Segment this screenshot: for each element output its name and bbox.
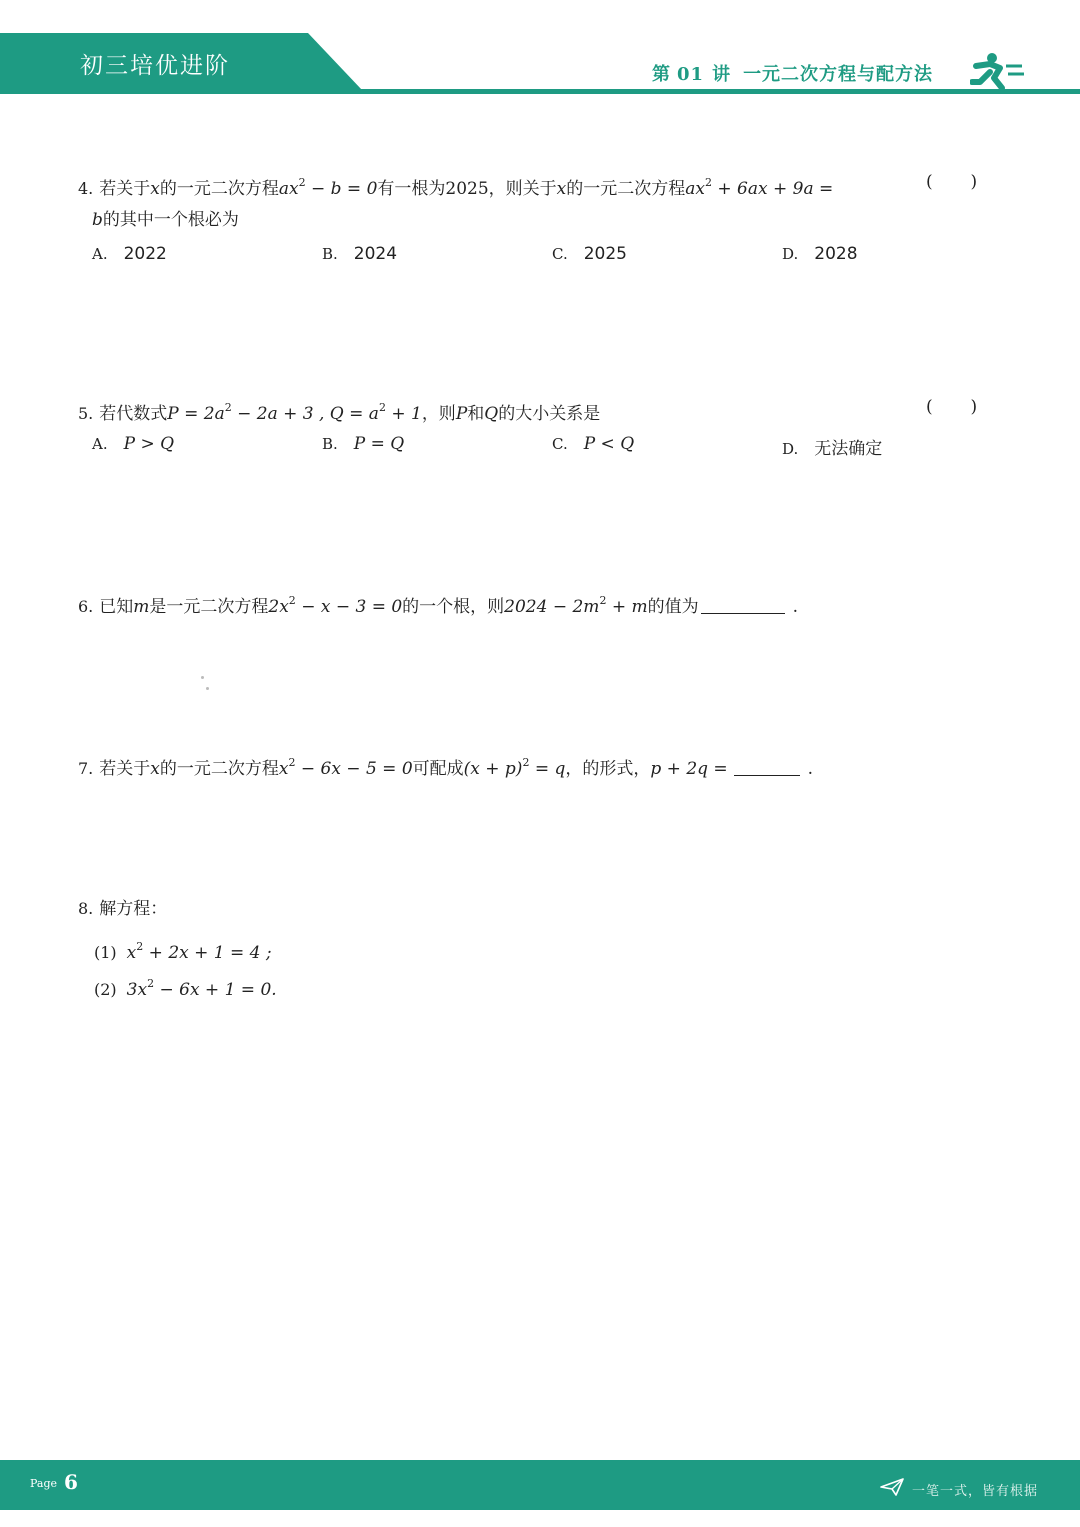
question-4: 4. 若关于x的一元二次方程$ax^2 - b = 0$有一根为2025，则关于x的一元二次方程$ax^2 + 6ax + 9a$ = xyxy=(78,176,834,199)
question-8: 8. 解方程： xyxy=(78,899,168,919)
option-d[interactable]: D. 无法确定 xyxy=(782,439,883,459)
question-4-line2: b的其中一个根必为 xyxy=(92,210,239,230)
runner-icon xyxy=(970,52,1026,92)
page-label: Page xyxy=(30,1477,58,1490)
question-7: 7. 若关于x的一元二次方程$x^2 - 6x - 5 = 0$可配成$(x + p)^2 = q$，的形式，p + 2q = . xyxy=(78,756,814,779)
option-c[interactable]: C. 2025 xyxy=(552,244,627,264)
option-a[interactable]: A. P > Q xyxy=(92,434,175,454)
option-d[interactable]: D. 2028 xyxy=(782,244,858,264)
question-8-part-1: (1) $x^2 + 2x + 1 = 4$ ; xyxy=(94,940,272,963)
scan-speck xyxy=(206,687,209,690)
question-5: 5. 若代数式$P = 2a^2 - 2a + 3$ , $Q = a^2 + 1$，则P和Q的大小关系是 xyxy=(78,401,601,424)
option-b[interactable]: B. P = Q xyxy=(322,434,405,454)
paper-plane-icon xyxy=(880,1478,904,1496)
answer-bracket-q5[interactable]: ( ) xyxy=(926,397,978,417)
answer-blank-q6[interactable] xyxy=(701,613,785,614)
option-c[interactable]: C. P < Q xyxy=(552,434,635,454)
footer-slogan: 一笔一式，皆有根据 xyxy=(912,1484,1039,1499)
scan-speck xyxy=(201,676,204,679)
answer-bracket-q4[interactable]: ( ) xyxy=(926,172,978,192)
lecture-title: 第 01 讲 一元二次方程与配方法 xyxy=(652,64,934,85)
page-header xyxy=(0,0,1080,100)
question-8-part-2: (2) $3x^2 - 6x + 1 = 0$. xyxy=(94,977,277,1000)
answer-blank-q7[interactable] xyxy=(734,775,800,776)
option-b[interactable]: B. 2024 xyxy=(322,244,398,264)
question-6: 6. 已知m是一元二次方程$2x^2 - x - 3 = 0$的一个根，则$2024 - 2m^2 + m$的值为 . xyxy=(78,594,799,617)
option-a[interactable]: A. 2022 xyxy=(92,244,167,264)
page-number: 6 xyxy=(64,1470,78,1494)
series-title: 初三培优进阶 xyxy=(80,53,230,79)
